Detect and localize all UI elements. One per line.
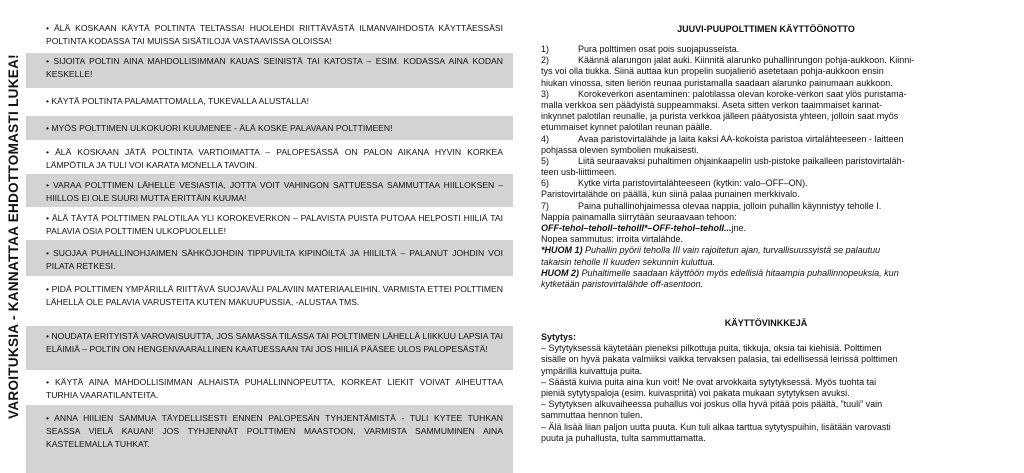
tip-line: – Säästä kuivia puita aina kun voit! Ne ovat arvokkaita sytytyksessä. Myös tuohta tai	[541, 376, 877, 387]
step-line	[541, 134, 991, 145]
tip-line: – Älä lisää liian paljon uutta puuta. Kun tuli alkaa tarttua sytytyspuihin, lisätään varovasti	[541, 421, 891, 432]
note-1-text-cont: takaisin teholle II kuuden sekunnin kuluttua.	[541, 256, 716, 267]
tip-line: puuta ja puhallusta, tulta sammuttamatta.	[541, 432, 706, 443]
step-line	[541, 167, 991, 178]
step-text: teen usb-liittimeen.	[541, 167, 617, 178]
step-line	[541, 201, 991, 212]
note-2-text-cont: kytketään paristovirtalähde off-asentoon.	[541, 278, 704, 289]
warning-item-3: • KÄYTÄ POLTINTA PALAMATTOMALLA, TUKEVALLA ALUSTALLA!	[46, 96, 309, 106]
tips-section	[541, 332, 991, 444]
step-line	[541, 189, 991, 200]
warning-item-10: • NOUDATA ERITYISTÄ VAROVAISUUTTA, JOS SAMASSA TILASSA TAI POLTTIMEN LÄHELLÄ LIIKKUU LAPSIA TAI ELÄIMIÄ – POLTIN ON HENGENVAARALLINEN KAATUESSAAN TAI JOS HIILIÄ PÄÄSEE ULOS PALOPESÄSTÄ!	[26, 326, 513, 370]
step-text: pohjassa olevien symbolien mukaisesti.	[541, 144, 699, 155]
note-2-cont	[541, 279, 991, 290]
step-number: 6)	[541, 178, 550, 189]
step-line	[541, 66, 991, 77]
step-text: Paina puhallinohjaimessa olevaa nappia, jolloin puhallin käynnistyy teholle I.	[578, 200, 882, 211]
step-text: tys voi olla tiukka. Siinä auttaa kun propelin suojalieriö asetetaan pohja-aukkoon ensin	[541, 66, 884, 77]
quick-stop-text: Nopea sammutus: irroita virtalähde.	[541, 234, 684, 245]
step-line	[541, 178, 991, 189]
instructions-column	[541, 0, 991, 473]
tips-subtitle: Sytytys:	[541, 332, 577, 342]
tip-line: sisälle on hyvä pakata valmiiksi vaikka tervaksen palasia, tai edellisessä leirissä polttimen	[541, 354, 898, 365]
step-line	[541, 156, 991, 167]
step-text: hiukan vinossa, siten lieriön reunaa puristamalla saadaan alarunko painumaan aukkoon.	[541, 77, 893, 88]
note-2-text: Puhaltimelle saadaan käyttöön myös edellisiä hitaampia puhallinnopeuksia, kun	[579, 267, 899, 278]
step-text: inkynnet palotilan reunalle, ja purista verkkoa jälleen päätyosista yhteen, jolloin saat myös	[541, 111, 899, 122]
quick-stop	[541, 234, 991, 245]
tip-line: sammuttaa hennon tulen.	[541, 410, 643, 421]
tip-line: pieniä sytytyspaloja (esim. kuivaspriitä) voi pakata mukaan sytytyksen avuksi.	[541, 387, 850, 398]
step-line	[541, 55, 991, 66]
step-line	[541, 78, 991, 89]
note-1-label: *HUOM 1)	[541, 245, 583, 256]
startup-title: JUUVI-PUUPOLTTIMEN KÄYTTÖÖNOTTO	[677, 24, 855, 34]
step-line	[541, 122, 991, 133]
power-sequence	[541, 223, 991, 234]
power-sequence-suffix: jne.	[731, 223, 747, 233]
warning-item-7: • ÄLÄ TÄYTÄ POLTTIMEN PALOTILAA YLI KOROKEVERKON – PALAVISTA PUISTA PUTOAA HELPOSTI HIILIÄ TAI PALAVIA OSIA POLTTIMEN ULKOPUOLELLE!	[46, 213, 503, 237]
warning-item-1: • ÄLÄ KOSKAAN KÄYTÄ POLTINTA TELTASSA! HUOLEHDI RIITTÄVÄSTÄ ILMANVAIHDOSTA KÄYTTÄESSÄSI POLTINTA KODASSA TAI MUISSA SISÄTILOJA VASTAAVISSA OLOISSA!	[46, 23, 503, 47]
warning-item-4: • MYÖS POLTTIMEN ULKOKUORI KUUMENEE - ÄLÄ KOSKE PALAVAAN POLTTIMEEN!	[26, 116, 513, 140]
side-warning-banner	[0, 0, 26, 473]
tip-line: ympärillä kuivattuja puita.	[541, 365, 643, 376]
note-2-label: HUOM 2)	[541, 267, 579, 278]
warning-item-6: • VARAA POLTTIMEN LÄHELLE VESIASTIA, JOTTA VOIT VAHINGON SATTUESSA SAMMUTTAA HIILLOKSEN – HIILLOS EI OLE SUURI MUTTA ERITTÄIN KUUMA!	[26, 174, 513, 207]
step-text: Pura polttimen osat pois suojapusseista.	[578, 44, 740, 54]
warning-item-2: • SIJOITA POLTIN AINA MAHDOLLISIMMAN KAUAS SEINISTÄ TAI KATOSTA – ESIM. KODASSA AINA KODAN KESKELLE!	[26, 53, 513, 88]
warnings-list	[26, 0, 513, 473]
step-text: Korokeverkon asentaminen: palotilassa olevan koroke-verkon saat ylös puristama-	[578, 88, 907, 99]
step-text: Paristovirtalähde on päällä, kun siinä palaa punainen merkkivalo.	[541, 189, 800, 200]
warning-item-12: • ANNA HIILIEN SAMMUA TÄYDELLISESTI ENNEN PALOPESÄN TYHJENTÄMISTÄ - TULI KYTEE TUHKAN SEASSA VIELÄ KAUAN! JOS TYHJENNÄT POLTTIMEN MAASTOON, VARMISTA SAMMUMINEN AINA KASTELEMALLA TUHKAT.	[26, 405, 513, 473]
note-2	[541, 268, 991, 279]
step-number: 5)	[541, 155, 550, 166]
warning-item-11: • KÄYTÄ AINA MAHDOLLISIMMAN ALHAISTA PUHALLINNOPEUTTA, KORKEAT LIEKIT VOIVAT AIHEUTTAA TURHIA VAARATILANTEITA.	[46, 377, 503, 401]
step-number: 1)	[541, 44, 550, 54]
step-line	[541, 44, 991, 55]
note-1-cont	[541, 257, 991, 268]
tip-line: – Sytytyksen alkuvaiheessa puhallus voi joskus olla hyvä pitää pois päältä, ”tuuli” vain	[541, 399, 883, 410]
tips-title: KÄYTTÖVINKKEJÄ	[724, 318, 808, 328]
tip-line: – Sytytyksessä käytetään pieneksi pilkottuja puita, tikkuja, oksia tai kiehisiä. Polttimen	[541, 343, 882, 354]
step-line	[541, 145, 991, 156]
step-text: Nappia painamalla siirrytään seuraavaan tehoon:	[541, 211, 737, 222]
warning-item-5: • ÄLÄ KOSKAAN JÄTÄ POLTINTA VARTIOIMATTA – PALOPESÄSSÄ ON PALON AIKANA HYVIN KORKEA LÄMPÖTILA JA TULI VOI KARATA MONELLA TAVOIN.	[46, 147, 503, 171]
power-sequence-text: OFF-tehoI–tehoII–tehoIII*–OFF-tehoI–tehoII...	[541, 223, 732, 233]
step-line	[541, 100, 991, 111]
warning-item-9: • PIDÄ POLTTIMEN YMPÄRILLÄ RIITTÄVÄ SUOJAVÄLI PALAVIIN MATERIAALEIHIN. VARMISTA ETTEI POLTTIMEN LÄHELLÄ OLE PALAVIA VARUSTEITA KUTEN MAKUUPUSSIA, -ALUSTAA TMS.	[46, 284, 503, 308]
step-line	[541, 89, 991, 100]
note-1	[541, 245, 991, 256]
step-number: 2)	[541, 55, 550, 66]
step-line	[541, 111, 991, 122]
step-text: malla verkkoa sen päädyistä suppeammaksi. Aseta sitten verkon taaimmaiset kannat-	[541, 99, 883, 110]
side-warning-text: VAROITUKSIA - KANNATTAA EHDOTTOMASTI LUKEA!	[5, 54, 21, 419]
step-text: Liitä seuraavaksi puhaltimen ohjainkaapelin usb-pistoke paikalleen paristovirtaläh-	[578, 155, 905, 166]
step-number: 7)	[541, 200, 550, 211]
step-text: etummaiset kynnet palotilan reunan päälle.	[541, 122, 713, 133]
note-1-text: Puhallin pyörii teholla III vain rajoitetun ajan, turvallisuussyistä se palautuu	[582, 245, 881, 256]
step-number: 4)	[541, 133, 550, 144]
warning-item-8: • SUOJAA PUHALLINOHJAIMEN SÄHKÖJOHDIN TIPPUVILTA KIPINÖILTÄ JA HIILILTÄ – PALANUT JOHDIN VOI PILATA RETKESI.	[26, 240, 513, 276]
step-text: Avaa paristovirtalähde ja laita kaksi AA-kokoista paristoa virtalähteeseen - laitteen	[578, 133, 904, 144]
startup-steps	[541, 44, 991, 290]
step-text: Käännä alarungon jalat auki. Kiinnitä alarunko puhallinrungon pohja-aukkoon. Kiinni-	[578, 55, 915, 66]
step-line	[541, 212, 991, 223]
step-number: 3)	[541, 88, 550, 99]
step-text: Kytke virta paristovirtalähteeseen (kytkin: valo–OFF–ON).	[578, 178, 808, 189]
